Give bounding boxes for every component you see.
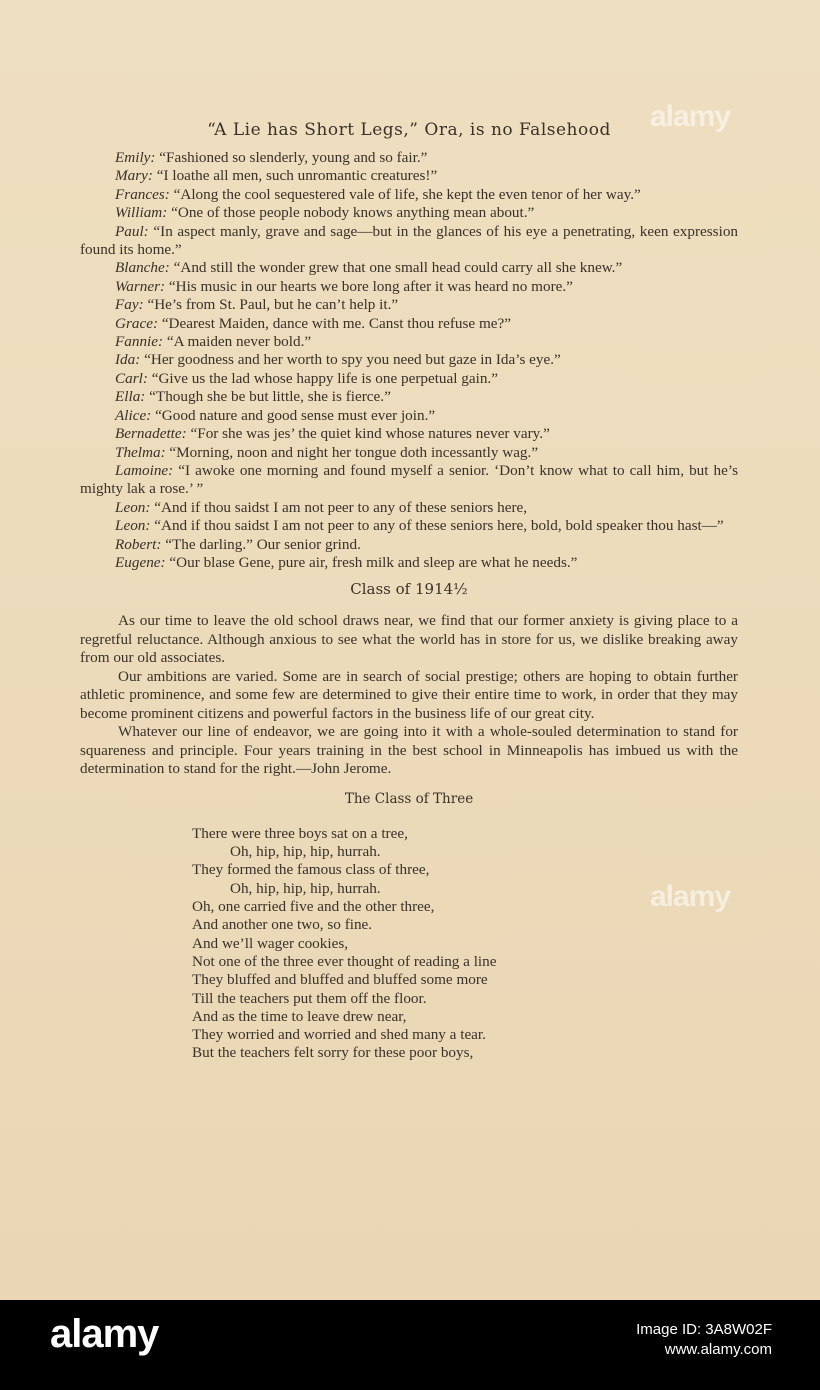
text-column [80, 120, 738, 1063]
poem-line: They bluffed and bluffed and bluffed some more [192, 971, 488, 989]
entry-text: “I awoke one morning and found myself a senior. ‘Don’t know what to call him, but he’s mighty lak a rose.’ ” [80, 461, 739, 498]
class-essay [80, 612, 738, 779]
quote-entry [80, 444, 738, 462]
watermark: alamy [650, 880, 731, 913]
entry-text: “And if thou saidst I am not peer to any of these seniors here, bold, bold speaker thou hast—” [154, 517, 724, 535]
entry-text: “Good nature and good sense must ever join.” [155, 406, 436, 424]
entry-text: “The darling.” Our senior grind. [165, 535, 361, 553]
stock-footer-bar [0, 1300, 820, 1390]
quote-entry [80, 315, 738, 333]
entry-text: “Her goodness and her worth to spy you need but gaze in Ida’s eye.” [144, 351, 561, 369]
poem-line: Oh, hip, hip, hip, hurrah. [230, 879, 381, 897]
entry-text: “In aspect manly, grave and sage—but in the glances of his eye a penetrating, keen expression found its home.” [80, 222, 739, 259]
poem-line: But the teachers felt sorry for these poor boys, [192, 1044, 474, 1062]
entry-text: “Fashioned so slenderly, young and so fair.” [159, 149, 428, 166]
entry-text: “One of those people nobody knows anything mean about.” [171, 204, 535, 222]
quote-entry [80, 333, 738, 351]
quote-entry [80, 407, 738, 425]
quote-entry [80, 554, 738, 572]
entry-name: Leon: [115, 498, 151, 516]
entry-name: Paul: [115, 222, 149, 240]
quote-entry [80, 425, 738, 443]
quote-entry [80, 370, 738, 388]
quote-entry [80, 462, 738, 499]
entry-text: “Our blase Gene, pure air, fresh milk and sleep are what he needs.” [169, 553, 578, 571]
entry-name: Mary: [115, 167, 153, 185]
entry-name: Eugene: [115, 553, 166, 571]
entry-text: “Along the cool sequestered vale of life, she kept the even tenor of her way.” [173, 185, 641, 203]
quote-entry [80, 149, 738, 167]
quote-entry [80, 499, 738, 517]
poem-line: Not one of the three ever thought of reading a line [192, 952, 497, 970]
site-url: www.alamy.com [664, 1341, 772, 1358]
entry-name: Fay: [115, 296, 144, 314]
poem-line: There were three boys sat on a tree, [192, 824, 408, 842]
entry-text: “For she was jes’ the quiet kind whose natures never vary.” [190, 425, 550, 443]
quote-entry [80, 278, 738, 296]
entry-text: “Dearest Maiden, dance with me. Canst thou refuse me?” [161, 314, 511, 332]
image-id: Image ID: 3A8W02F [636, 1321, 772, 1338]
poem-line: Oh, hip, hip, hip, hurrah. [230, 843, 381, 861]
entry-name: Ella: [115, 388, 146, 406]
quote-entry [80, 259, 738, 277]
entry-name: Frances: [115, 185, 170, 203]
entry-name: Leon: [115, 517, 151, 535]
entry-name: Fannie: [115, 333, 164, 351]
image-info [636, 1320, 772, 1360]
entry-name: Robert: [115, 535, 162, 553]
quote-entry [80, 388, 738, 406]
poem-line: Oh, one carried five and the other three, [192, 898, 435, 916]
poem [192, 825, 738, 1063]
poem-line: They formed the famous class of three, [192, 861, 430, 879]
quote-entry [80, 223, 738, 260]
entry-name: Thelma: [115, 443, 166, 461]
entry-name: Ida: [115, 351, 141, 369]
essay-paragraph: As our time to leave the old school draws near, we find that our former anxiety is giving place to a regretful reluctance. Although anxious to see what the world has in store for us, we dislike breaking away from our old associates. [80, 612, 738, 667]
entry-name: William: [115, 204, 168, 222]
essay-paragraph: Whatever our line of endeavor, we are going into it with a whole-souled determination to stand for squareness and principle. Four years training in the best school in Minneapolis has imbued us with the determination to stand for the right.—John Jerome. [80, 723, 738, 778]
watermark: alamy [650, 100, 731, 133]
poem-line: And another one two, so fine. [192, 916, 373, 934]
entry-name: Carl: [115, 369, 148, 387]
entry-text: “Give us the lad whose happy life is one perpetual gain.” [151, 369, 498, 387]
quote-entry [80, 517, 738, 535]
entry-name: Warner: [115, 277, 166, 295]
quote-entry [80, 186, 738, 204]
entry-name: Bernadette: [115, 425, 187, 443]
entry-name: Blanche: [115, 259, 170, 277]
poem-heading: The Class of Three [344, 790, 474, 807]
entry-text: “He’s from St. Paul, but he can’t help it.” [147, 296, 399, 314]
entry-text: “Morning, noon and night her tongue doth incessantly wag.” [169, 443, 539, 461]
entry-text: “And still the wonder grew that one small head could carry all she knew.” [173, 259, 623, 277]
class-heading: Class of 1914½ [350, 580, 468, 599]
entry-name: Grace: [115, 314, 159, 332]
quote-entry [80, 351, 738, 369]
quote-entry [80, 167, 738, 185]
entry-text: “I loathe all men, such unromantic creatures!” [156, 167, 438, 185]
quote-entry [80, 536, 738, 554]
entry-text: “And if thou saidst I am not peer to any of these seniors here, [154, 498, 528, 516]
senior-quotes [80, 149, 738, 572]
essay-paragraph: Our ambitions are varied. Some are in search of social prestige; others are hoping to obtain further athletic prominence, and some few are determined to give their entire time to work, in order that they may become prominent citizens and powerful factors in the business life of our great city. [80, 667, 738, 722]
alamy-logo: alamy [50, 1312, 159, 1356]
poem-line: And as the time to leave drew near, [192, 1007, 407, 1025]
poem-line: They worried and worried and shed many a tear. [192, 1026, 486, 1044]
page-title: “A Lie has Short Legs,” Ora, is no Falsehood [207, 120, 611, 140]
quote-entry [80, 296, 738, 314]
entry-text: “His music in our hearts we bore long after it was heard no more.” [168, 277, 573, 295]
poem-line: Till the teachers put them off the floor. [192, 989, 427, 1007]
entry-text: “Though she be but little, she is fierce.” [149, 388, 391, 406]
entry-name: Lamoine: [115, 461, 174, 479]
entry-name: Emily: [115, 149, 156, 166]
entry-text: “A maiden never bold.” [166, 333, 312, 351]
entry-name: Alice: [115, 406, 152, 424]
quote-entry [80, 204, 738, 222]
poem-line: And we’ll wager cookies, [192, 934, 349, 952]
